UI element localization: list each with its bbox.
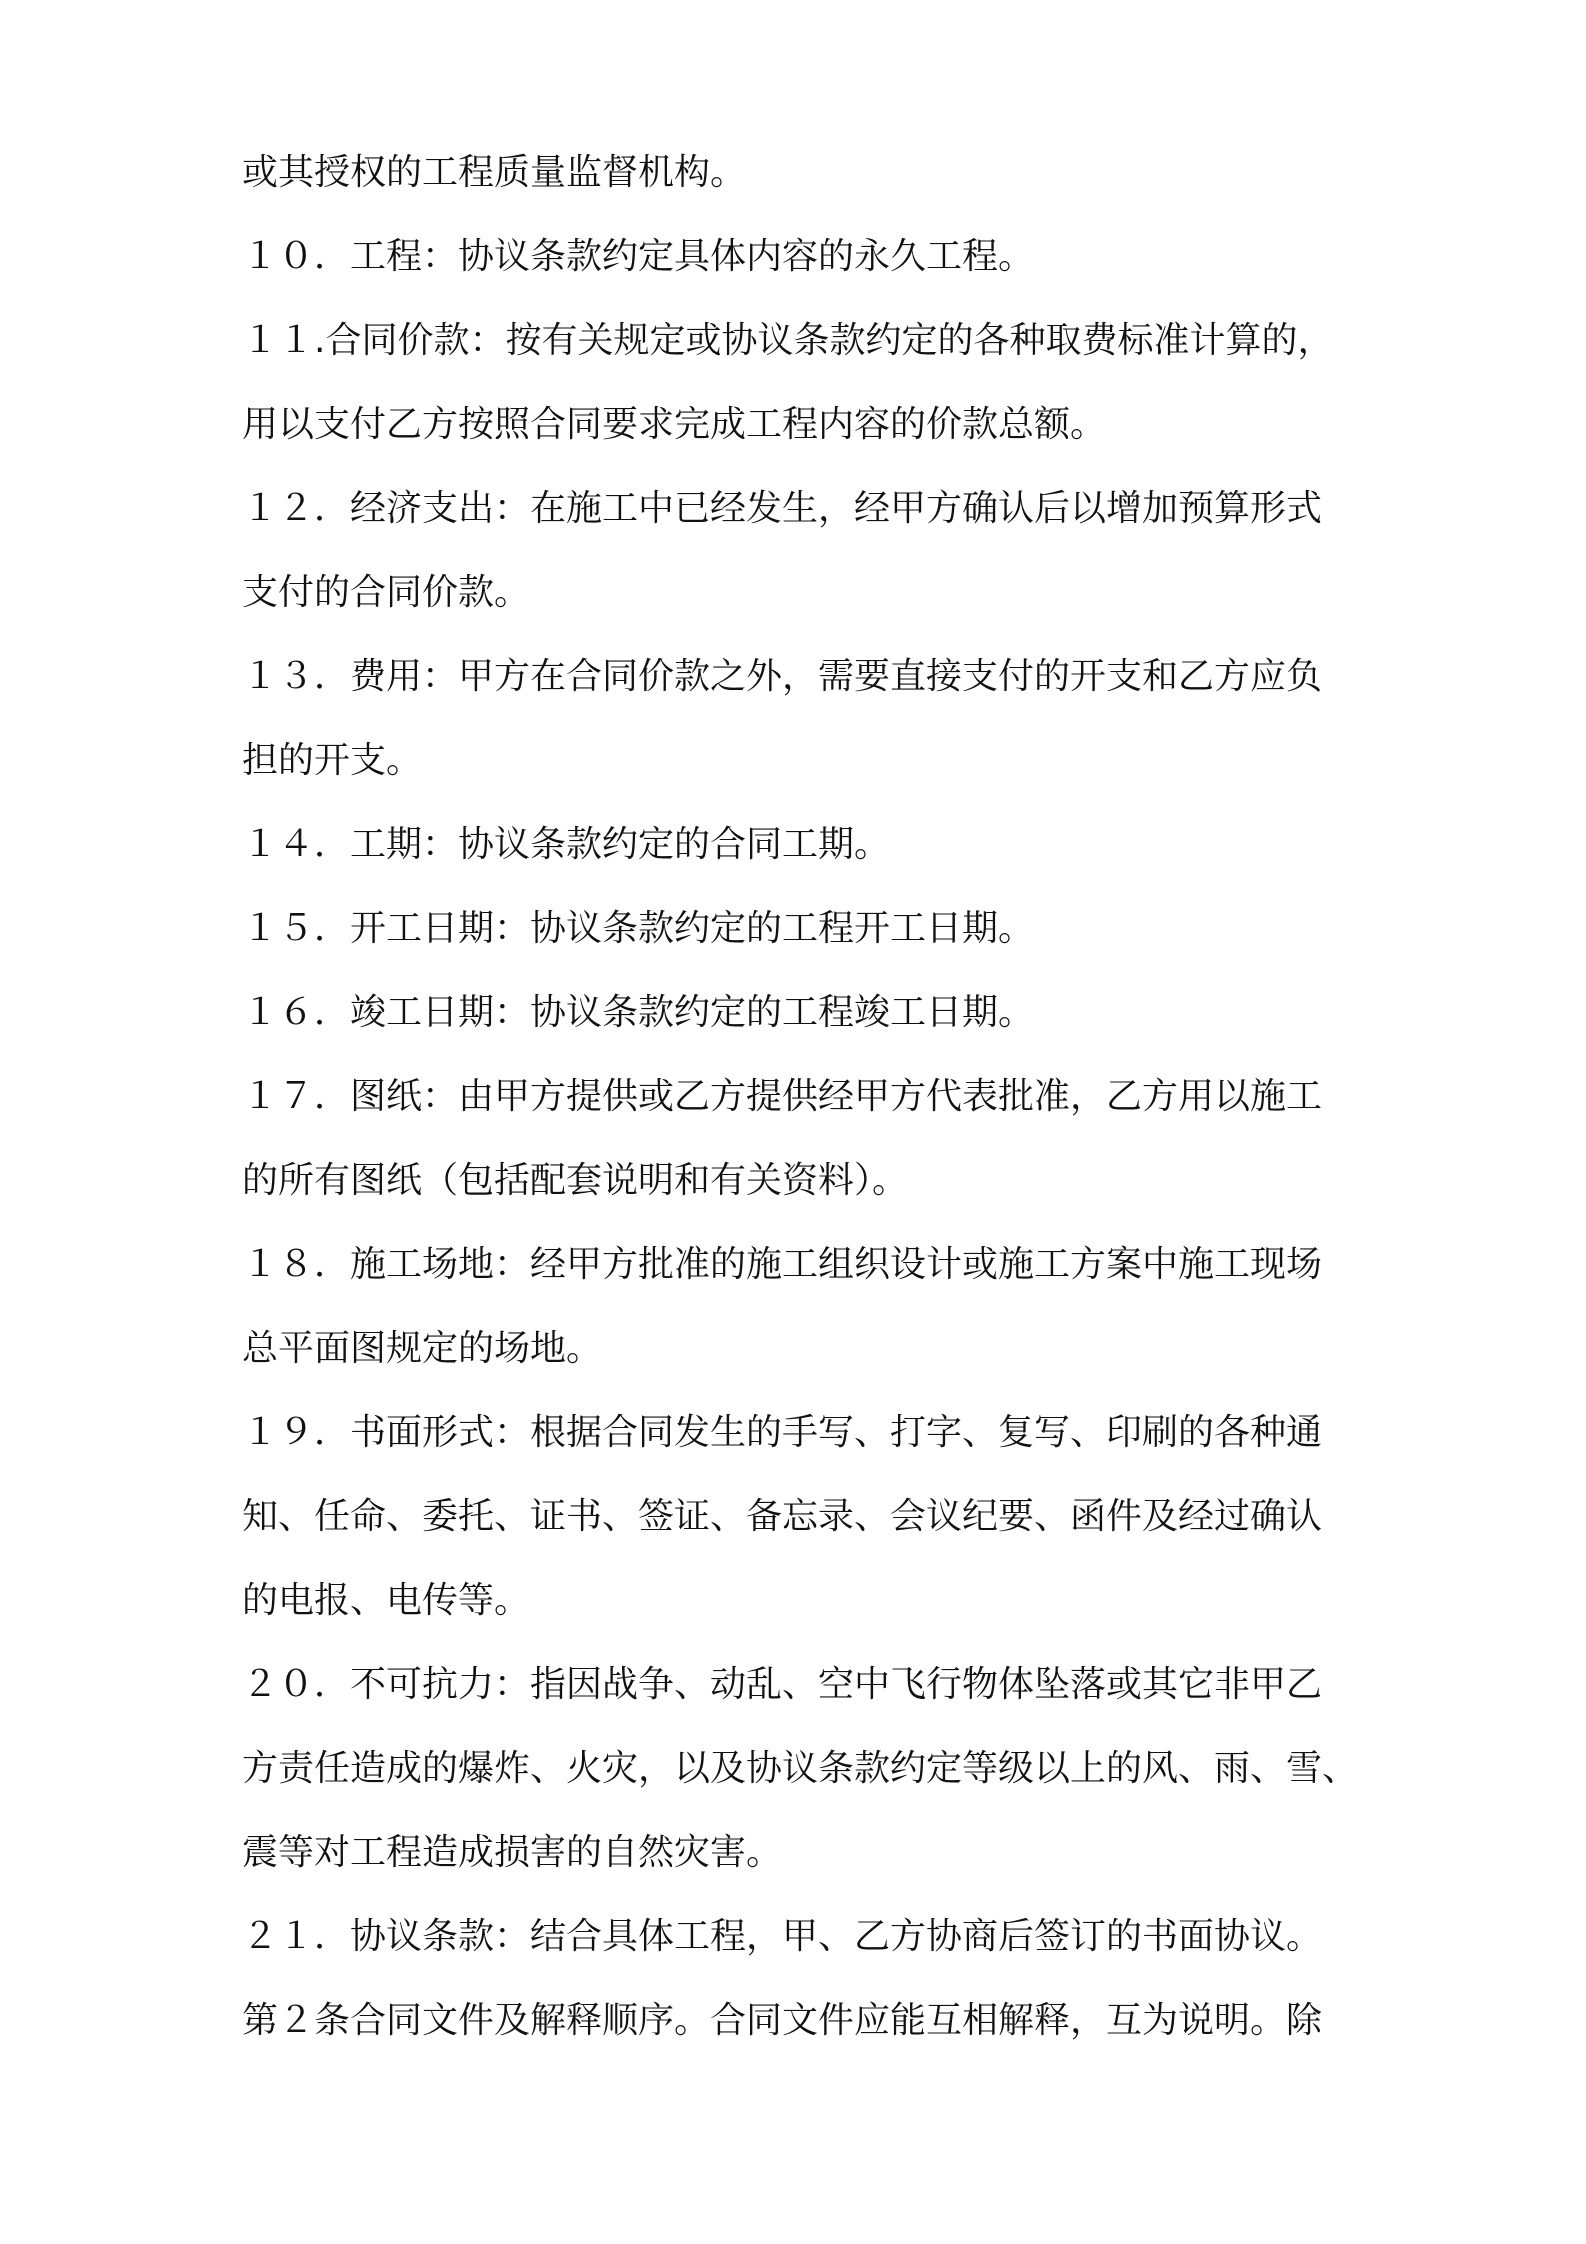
text-line: １９．书面形式：根据合同发生的手写、打字、复写、印刷的各种通 (242, 1412, 1323, 1453)
text-line: 第２条合同文件及解释顺序。合同文件应能互相解释，互为说明。除 (242, 2000, 1323, 2041)
text-line: １８．施工场地：经甲方批准的施工组织设计或施工方案中施工现场 (242, 1244, 1323, 1285)
text-line: 知、任命、委托、证书、签证、备忘录、会议纪要、函件及经过确认 (242, 1496, 1323, 1537)
text-line: １５．开工日期：协议条款约定的工程开工日期。 (242, 908, 1035, 949)
text-line: 方责任造成的爆炸、火灾，以及协议条款约定等级以上的风、雨、雪、 (242, 1748, 1359, 1789)
text-line: ２１．协议条款：结合具体工程，甲、乙方协商后签订的书面协议。 (242, 1916, 1323, 1957)
text-line: １３．费用：甲方在合同价款之外，需要直接支付的开支和乙方应负 (242, 656, 1323, 697)
text-line: １６．竣工日期：协议条款约定的工程竣工日期。 (242, 992, 1035, 1033)
text-line: 用以支付乙方按照合同要求完成工程内容的价款总额。 (242, 404, 1107, 445)
text-line: ２０．不可抗力：指因战争、动乱、空中飞行物体坠落或其它非甲乙 (242, 1664, 1323, 1705)
text-line: 或其授权的工程质量监督机构。 (242, 152, 747, 193)
text-line: １０．工程：协议条款约定具体内容的永久工程。 (242, 236, 1035, 277)
text-line: 的电报、电传等。 (242, 1580, 531, 1621)
document-body (242, 131, 1372, 2063)
text-line: １７．图纸：由甲方提供或乙方提供经甲方代表批准，乙方用以施工 (242, 1076, 1323, 1117)
text-line: 震等对工程造成损害的自然灾害。 (242, 1832, 783, 1873)
text-line: 支付的合同价款。 (242, 572, 531, 613)
text-line: １１.合同价款：按有关规定或协议条款约定的各种取费标准计算的， (242, 320, 1334, 361)
text-line: １２．经济支出：在施工中已经发生，经甲方确认后以增加预算形式 (242, 488, 1323, 529)
text-line: １４．工期：协议条款约定的合同工期。 (242, 824, 891, 865)
text-line: 担的开支。 (242, 740, 423, 781)
text-line: 总平面图规定的场地。 (242, 1328, 603, 1369)
text-line: 的所有图纸（包括配套说明和有关资料）。 (242, 1160, 909, 1201)
